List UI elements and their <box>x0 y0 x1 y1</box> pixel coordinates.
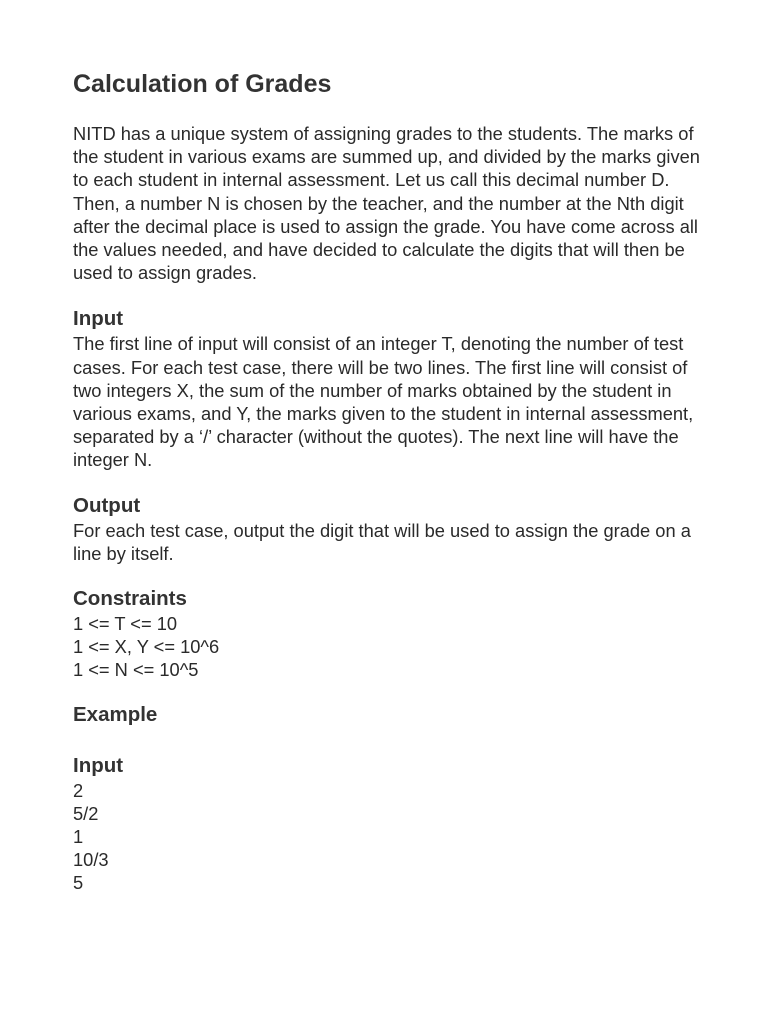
constraint-line: 1 <= N <= 10^5 <box>73 659 199 681</box>
example-heading: Example <box>73 702 158 726</box>
constraint-line: 1 <= T <= 10 <box>73 613 178 635</box>
example-input-lines <box>73 779 703 895</box>
constraints-list <box>73 612 703 682</box>
input-heading: Input <box>73 307 124 331</box>
problem-statement <box>73 68 703 895</box>
example-input-line: 1 <box>73 826 84 848</box>
output-description: For each test case, output the digit that will be used to assign the grade on a line by itself. <box>73 519 691 564</box>
intro-paragraph: NITD has a unique system of assigning grades to the students. The marks of the student in various exams are summed up, and divided by the marks given to each student in internal assessment. Let us call this decimal number D. Then, a number N is chosen by the teacher, and the number at the Nth digit after the decimal place is used to assign the grade. You have come across all the values needed, and have decided to calculate the digits that will then be used to assign grades. <box>73 123 700 284</box>
example-input-heading: Input <box>73 753 124 777</box>
example-input-line: 5 <box>73 872 84 894</box>
example-input-line: 5/2 <box>73 802 99 824</box>
constraints-heading: Constraints <box>73 587 187 611</box>
constraint-line: 1 <= X, Y <= 10^6 <box>73 636 220 658</box>
example-input-line: 2 <box>73 779 84 801</box>
example-input-line: 10/3 <box>73 849 109 871</box>
output-heading: Output <box>73 493 141 517</box>
input-description: The first line of input will consist of an integer T, denoting the number of test cases. For each test case, there will be two lines. The first line will consist of two integers X, the sum of the number of marks obtained by the student in various exams, and Y, the marks given to the student in internal assessment, separated by a ‘/’ character (without the quotes). The next line will have the integer N. <box>73 333 694 471</box>
page-title: Calculation of Grades <box>73 70 332 98</box>
